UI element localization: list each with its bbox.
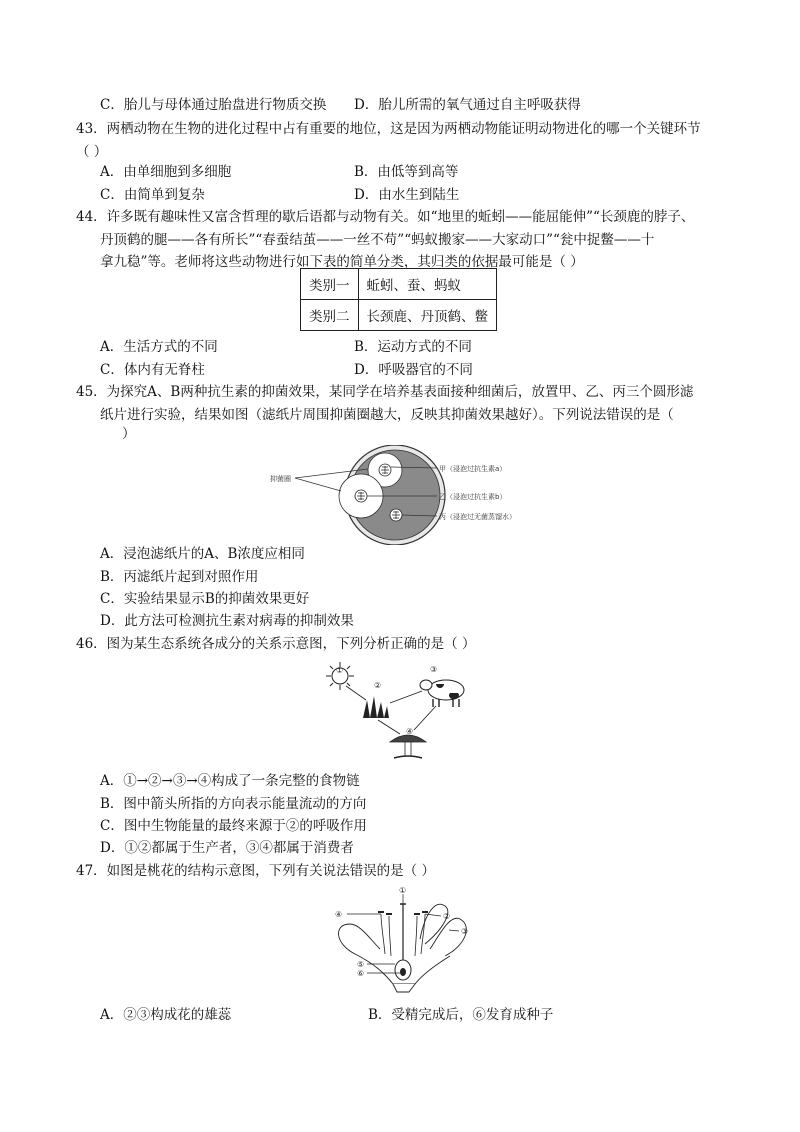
label-3: ③ bbox=[461, 927, 469, 936]
label-yi: 乙（浸泡过抗生素b） bbox=[439, 493, 507, 501]
q44-option-c: C．体内有无脊柱 bbox=[100, 362, 205, 378]
label-4: ④ bbox=[406, 727, 414, 736]
q43-answer-paren: （ ） bbox=[76, 144, 108, 160]
label-2: ② bbox=[374, 681, 382, 690]
q42-option-d: D．胎儿所需的氧气通过自主呼吸获得 bbox=[354, 97, 581, 113]
q47-option-b: B．受精完成后，⑥发育成种子 bbox=[368, 1007, 554, 1023]
q46-option-b: B．图中箭头所指的方向表示能量流动的方向 bbox=[100, 796, 367, 812]
q47-option-a: A．②③构成花的雄蕊 bbox=[100, 1007, 232, 1023]
label-6: ⑥ bbox=[357, 969, 365, 978]
q42-option-c: C．胎儿与母体通过胎盘进行物质交换 bbox=[100, 97, 327, 113]
cow-icon bbox=[420, 680, 464, 707]
table-cell: 长颈鹿、丹顶鹤、鳖 bbox=[358, 300, 497, 331]
q47-peach-flower-figure bbox=[325, 884, 485, 994]
q45-option-b: B．丙滤纸片起到对照作用 bbox=[100, 569, 259, 585]
arrow-line bbox=[390, 691, 422, 703]
q45-option-a: A．浸泡滤纸片的A、B浓度应相同 bbox=[100, 546, 305, 562]
q44-stem-line3: 拿九稳”等。老师将这些动物进行如下表的简单分类，其归类的依据最可能是（ ） bbox=[100, 254, 584, 270]
q43-option-c: C．由简单到复杂 bbox=[100, 187, 205, 203]
table-row bbox=[301, 300, 497, 331]
pointer-line bbox=[295, 478, 341, 491]
label-1: ① bbox=[336, 666, 344, 675]
q43-stem: 43．两栖动物在生物的进化过程中占有重要的地位，这是因为两栖动物能证明动物进化的哪一个关键环节 bbox=[76, 121, 701, 137]
q43-option-a: A．由单细胞到多细胞 bbox=[100, 164, 232, 180]
q44-option-a: A．生活方式的不同 bbox=[100, 339, 218, 355]
q46-option-d: D．①②都属于生产者，③④都属于消费者 bbox=[100, 840, 354, 856]
label-5: ⑤ bbox=[357, 960, 365, 969]
label-2: ② bbox=[443, 912, 451, 921]
q45-option-d: D．此方法可检测抗生素对病毒的抑制效果 bbox=[100, 613, 354, 629]
grid-pattern-yi bbox=[357, 492, 365, 500]
grid-pattern-bing bbox=[392, 511, 400, 519]
q44-option-b: B．运动方式的不同 bbox=[354, 339, 472, 355]
label-bing: 丙（浸泡过无菌蒸馏水） bbox=[439, 513, 516, 521]
table-row bbox=[301, 269, 497, 300]
q45-petri-dish-figure bbox=[265, 445, 565, 545]
table-cell: 类别二 bbox=[301, 300, 359, 331]
q44-classification-table bbox=[300, 268, 497, 331]
q46-stem: 46．图为某生态系统各成分的关系示意图，下列分析正确的是（ ） bbox=[76, 636, 476, 652]
mushroom-decomposer-icon bbox=[390, 735, 426, 758]
arrow-line bbox=[414, 706, 436, 730]
label-1: ① bbox=[399, 886, 407, 895]
q43-option-d: D．由水生到陆生 bbox=[354, 187, 460, 203]
table-cell: 类别一 bbox=[301, 269, 359, 300]
q45-option-c: C．实验结果显示B的抑菌效果更好 bbox=[100, 591, 310, 607]
q46-option-c: C．图中生物能量的最终来源于②的呼吸作用 bbox=[100, 818, 367, 834]
inhibition-zone-label: 抑菌圈 bbox=[270, 475, 291, 483]
label-3: ③ bbox=[430, 665, 438, 674]
q43-option-b: B．由低等到高等 bbox=[354, 164, 459, 180]
label-4: ④ bbox=[335, 910, 343, 919]
q47-stem: 47．如图是桃花的结构示意图，下列有关说法错误的是（ ） bbox=[76, 863, 435, 879]
arrow-line bbox=[346, 686, 366, 700]
q45-stem-line3: ） bbox=[122, 426, 136, 442]
q44-stem-line2: 丹顶鹤的腿——各有所长”“春蚕结茧——一丝不苟”“蚂蚁搬家——大家动口”“瓮中捉鳖——十 bbox=[100, 232, 655, 248]
grid-pattern-jia bbox=[381, 466, 389, 474]
arrow-line bbox=[378, 720, 400, 734]
q44-option-d: D．呼吸器官的不同 bbox=[354, 362, 473, 378]
table-cell: 蚯蚓、蚕、蚂蚁 bbox=[358, 269, 497, 300]
q45-stem-line2: 纸片进行实验，结果如图（滤纸片周围抑菌圈越大，反映其抑菌效果越好）。下列说法错误的是（ bbox=[100, 407, 674, 423]
q44-stem-line1: 44．许多既有趣味性又富含哲理的歇后语都与动物有关。如“地里的蚯蚓——能屈能伸”“长颈鹿的脖子、 bbox=[76, 209, 695, 225]
label-jia: 甲（浸泡过抗生素a） bbox=[439, 465, 507, 473]
grass-plant-icon bbox=[363, 696, 389, 718]
q45-stem-line1: 45．为探究A、B两种抗生素的抑菌效果，某同学在培养基表面接种细菌后，放置甲、乙、丙三个圆形滤 bbox=[76, 384, 694, 400]
q46-option-a: A．①→②→③→④构成了一条完整的食物链 bbox=[100, 773, 360, 789]
q46-ecosystem-figure bbox=[318, 658, 478, 768]
